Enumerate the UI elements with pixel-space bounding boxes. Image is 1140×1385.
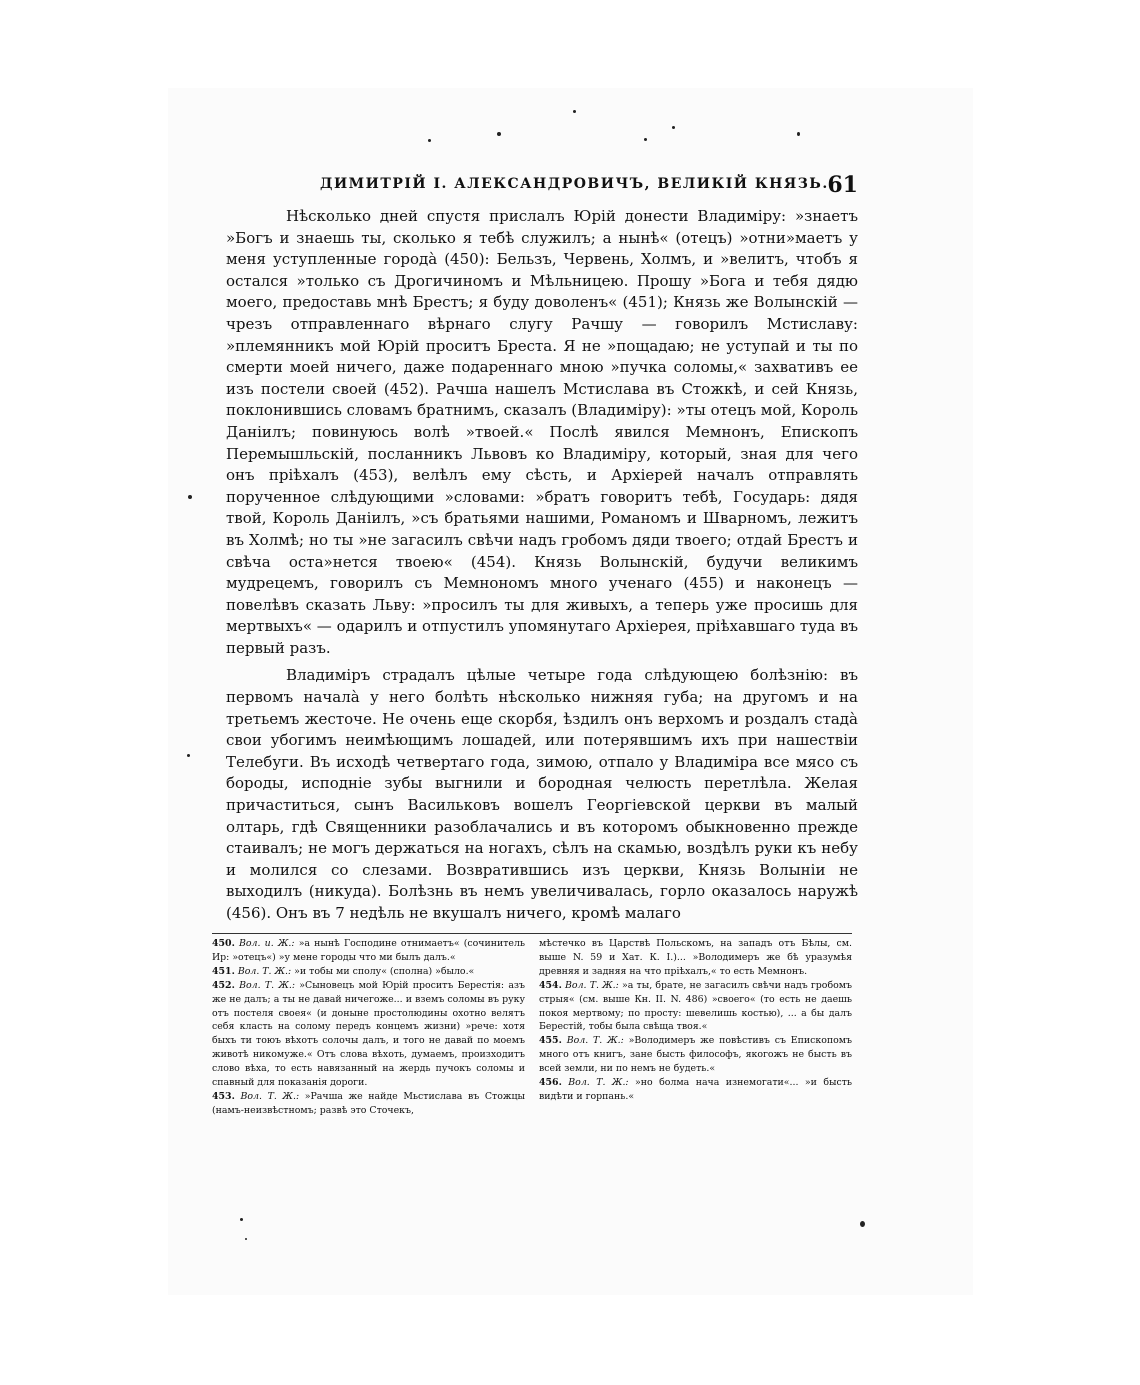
footnote-number: 451.	[212, 965, 235, 977]
footnote	[539, 937, 852, 979]
footnote	[212, 937, 525, 965]
footnote-number: 453.	[212, 1090, 235, 1102]
footnote-text: мѣстечко въ Царствѣ Польскомъ, на западъ отъ Бѣлы, см. выше N. 59 и Хат. К. I.)... »Володимеръ же бѣ уразумѣя древняя и задняя на что пріѣхалъ,« то есть Мемнонъ.	[539, 938, 852, 977]
scan-speck	[497, 132, 501, 136]
scan-speck	[188, 495, 192, 499]
footnote-number: 456.	[539, 1077, 562, 1089]
footnote-source: Вол. Т. Ж.:	[240, 1090, 300, 1102]
main-text	[226, 206, 858, 925]
footnote	[539, 1034, 852, 1076]
footnote-text: »Рачша же найде Мьстислава въ Стожцы (намъ-неизвѣстномъ; развѣ это Сточекъ,	[212, 1090, 525, 1116]
footnote-text: »а ты, брате, не загасилъ свѣчи надъ гробомъ стрыя« (см. выше Кн. II. N. 486) »своего« (то есть не даешь покоя мертвому; по просту: шевелишь костью), ... а бы далъ Берестій, тобы была свѣща твоя.«	[539, 979, 853, 1033]
footnote-number: 450.	[212, 938, 235, 949]
footnote	[212, 1090, 525, 1118]
footnote-separator	[212, 933, 852, 934]
footnote-source: Вол. Т. Ж.:	[565, 979, 619, 991]
footnote-source: Вол. Т. Ж.:	[239, 979, 296, 991]
paragraph: Владиміръ страдалъ цѣлые четыре года слѣдующею болѣзнію: въ первомъ началà у него болѣть нѣсколько нижняя губа; на другомъ и на третьемъ жесточе. Не очень еще скорбя, ѣздилъ онъ верхомъ и роздалъ стадà свои убогимъ неимѣющимъ лошадей, или потерявшимъ ихъ при нашествіи Телебуги. Въ исходѣ четвертаго года, зимою, отпало у Владиміра все мясо съ бороды, исподніе зубы выгнили и бородная челюсть перетлѣла. Желая причаститься, сынъ Васильковъ вошелъ Георгіевской церкви въ малый олтарь, гдѣ Священники разоблачались и въ которомъ обыкновенно прежде стаивалъ; не могъ держаться на ногахъ, сѣлъ на скамью, воздѣлъ руки къ небу и молился со слезами. Возвратившись изъ церкви, Князь Волыніи не выходилъ (никуда). Болѣзнь въ немъ увеличивалась, горло оказалось наружѣ (456). Онъ въ 7 недѣль не вкушалъ ничего, кромѣ малаго	[226, 666, 858, 922]
scan-speck	[672, 126, 675, 129]
footnote	[212, 979, 525, 1090]
footnote-source: Вол. Т. Ж.:	[568, 1077, 629, 1089]
scan-speck	[644, 138, 647, 141]
footnote-text: »Сыновецъ мой Юрій проситъ Берестія: азъ же не далъ; а ты не давай ничегоже... и вземъ соломы въ руку отъ постеля своея« (и доныне простолюдины охотно велятъ себя класть на солому передъ концемъ жизни) »рече: хотя быхъ ти тоюъ вѣхотъ солочы далъ, и того не давай по моемъ животѣ никомуже.« Отъ слова вѣхоть, думаемъ, произходитъ слово вѣха, то есть навязанный на жердь пучокъ соломы и спавный для показанія дороги.	[212, 979, 526, 1089]
footnote	[212, 965, 525, 979]
footnotes	[212, 937, 852, 1118]
footnote	[539, 979, 852, 1035]
footnote-source: Вол. Т. Ж.:	[566, 1035, 624, 1047]
paragraph: Нѣсколько дней спустя прислалъ Юрій донести Владиміру: »знаетъ »Богъ и знаешь ты, сколько я тебѣ служилъ; а нынѣ« (отецъ) »отни»маетъ у меня уступленные городà (450): Бельзъ, Червень, Холмъ, и »велитъ, чтобъ я остался »только съ Дрогичиномъ и Мѣльницею. Прошу »Бога и тебя дядю моего, предоставь мнѣ Брестъ; я буду доволенъ« (451); Князь же Волынскій — чрезъ отправленнаго вѣрнаго слугу Рачшу — говорилъ Мстиславу: »племянникъ мой Юрій проситъ Бреста. Я не »пощадаю; не уступай и ты по смерти моей ничего, даже подареннаго мною »пучка соломы,« захвативъ ее изъ постели своей (452). Рачша нашелъ Мстислава въ Стожкѣ, и сей Князь, поклонившись словамъ братнимъ, сказалъ (Владиміру): »ты отецъ мой, Король Даніилъ; повинуюсь волѣ »твоей.« Послѣ явился Мемнонъ, Епископъ Перемышльскій, посланникъ Львовъ ко Владиміру, который, зная для чего онъ пріѣхалъ (453), велѣлъ ему сѣсть, и Архіерей началъ отправлять порученное слѣдующими »словами: »братъ говоритъ тебѣ, Государь: дядя твой, Король Даніилъ, »съ братьями нашими, Романомъ и Шварномъ, лежитъ въ Холмѣ; но ты »не загасилъ свѣчи надъ гробомъ дяди твоего; отдай Брестъ и свѣча оста»нется твоею« (454). Князь Волынскій, будучи великимъ мудрецемъ, говорилъ съ Мемнономъ много ученаго (455) и наконецъ — повелѣвъ сказать Льву: »просилъ ты для живыхъ, а теперь уже просишь для мертвыхъ« — одарилъ и отпустилъ упомянутаго Архіерея, пріѣхавшаго туда въ первый разъ.	[226, 207, 858, 657]
page-number: 61	[827, 172, 858, 198]
footnote-text: »а нынѣ Господине отнимаетъ« (сочинитель Ир: »отецъ«) »у мене городы что ми былъ далъ.«	[212, 938, 526, 963]
scan-speck	[573, 110, 576, 113]
scan-speck	[240, 1218, 243, 1221]
running-head: ДИМИТРІЙ I. АЛЕКСАНДРОВИЧЪ, ВЕЛИКІЙ КНЯЗЬ.	[320, 176, 829, 192]
footnote-column-right	[539, 937, 852, 1118]
scan-speck	[187, 754, 190, 757]
footnote	[539, 1076, 852, 1104]
scan-speck	[428, 139, 431, 142]
footnote-text: »и тобы ми сполу« (сполна) »было.«	[294, 965, 475, 977]
footnote-number: 452.	[212, 979, 235, 991]
footnote-number: 454.	[539, 979, 562, 991]
footnote-number: 455.	[539, 1035, 562, 1047]
footnote-column-left	[212, 937, 525, 1118]
scan-speck	[860, 1221, 865, 1227]
footnote-text: »но болма нача изнемогати«... »и бысть видѣти и горпань.«	[539, 1077, 852, 1102]
scan-speck	[797, 132, 800, 136]
footnote-text: »Володимеръ же повѣстивъ съ Епископомъ много отъ книгъ, зане бысть философъ, якогожъ не бысть въ всей земли, ни по немъ не будеть.«	[539, 1035, 853, 1075]
footnote-source: Вол. и. Ж.:	[239, 938, 295, 949]
page-header	[290, 172, 870, 202]
footnote-source: Вол. Т. Ж.:	[237, 965, 292, 977]
scan-speck	[245, 1238, 247, 1240]
